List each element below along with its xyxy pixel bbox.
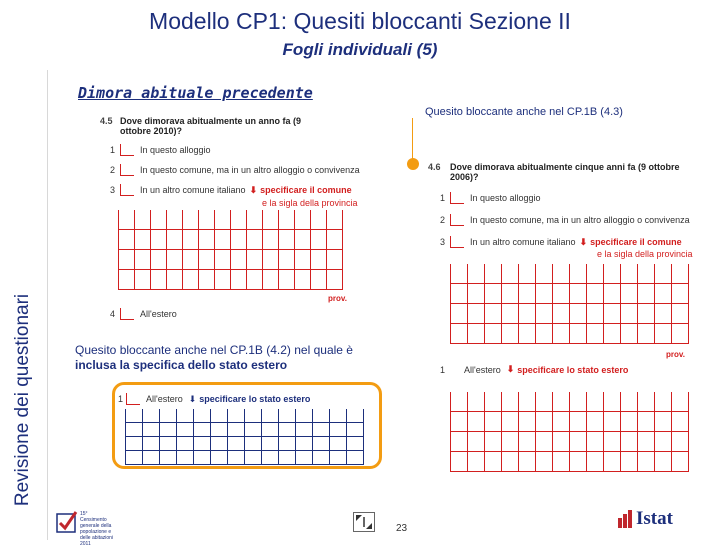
option-row <box>440 214 690 226</box>
arrow-down-icon: ⬇ <box>249 184 258 195</box>
stato-estero-input-grid[interactable] <box>450 392 689 472</box>
option-label: In questo alloggio <box>470 193 541 203</box>
callout-middle-text: Quesito bloccante anche nel CP.1B (4.2) nel quale è <box>75 343 353 357</box>
checkbox[interactable] <box>120 144 134 156</box>
option-row <box>440 364 628 375</box>
option-number: 1 <box>110 145 116 155</box>
option-number: 3 <box>110 185 116 195</box>
checkbox[interactable] <box>450 192 464 204</box>
specify-sublabel: e la sigla della provincia <box>262 198 358 208</box>
specify-label: specificare il comune <box>260 185 352 195</box>
option-number: 2 <box>110 165 116 175</box>
census-checkmark-icon <box>56 510 78 536</box>
option-label: All'estero <box>464 364 501 375</box>
highlight-inset <box>112 382 382 469</box>
option-label: In questo comune, ma in un altro alloggio o convivenza <box>140 165 360 175</box>
istat-wordmark: Istat <box>636 508 673 529</box>
option-number: 3 <box>440 237 446 247</box>
option-label: All'estero <box>140 309 177 319</box>
question-number: 4.6 <box>428 162 441 172</box>
callout-middle-bold: inclusa la specifica dello stato estero <box>75 358 288 372</box>
istat-logo <box>618 508 673 530</box>
option-number: 2 <box>440 215 446 225</box>
nav-arrows-icon <box>354 513 374 531</box>
stato-estero-input-grid[interactable] <box>125 409 364 465</box>
option-number: 1 <box>440 364 446 375</box>
checkbox[interactable] <box>120 164 134 176</box>
option-label: In questo comune, ma in un altro alloggio o convivenza <box>470 215 690 225</box>
specify-sublabel: e la sigla della provincia <box>597 249 693 259</box>
checkbox[interactable] <box>126 393 140 405</box>
page-title: Modello CP1: Quesiti bloccanti Sezione II <box>149 8 571 34</box>
question-text: Dove dimorava abitualmente cinque anni fa (9 ottobre 2006)? <box>450 162 680 182</box>
prov-label: prov. <box>328 294 347 303</box>
checkbox[interactable] <box>450 214 464 226</box>
option-label: In un altro comune italiano <box>140 185 246 195</box>
sidebar-label: Revisione dei questionari <box>12 293 33 507</box>
option-row <box>440 192 541 204</box>
callout-middle <box>75 343 378 373</box>
option-row <box>110 184 352 196</box>
checkbox[interactable] <box>120 184 134 196</box>
navigation-icon[interactable] <box>353 512 375 532</box>
header <box>0 0 720 70</box>
option-number: 1 <box>440 193 446 203</box>
option-label: All'estero <box>146 394 183 404</box>
istat-bars-icon <box>618 510 633 528</box>
checkbox[interactable] <box>450 236 464 248</box>
option-row <box>110 144 211 156</box>
arrow-down-icon: ⬇ <box>579 236 588 247</box>
page-number: 23 <box>396 523 408 534</box>
question-text: Dove dimorava abitualmente un anno fa (9 ottobre 2010)? <box>120 116 302 136</box>
specify-label: specificare lo stato estero <box>199 394 311 404</box>
callout-dot <box>407 158 419 170</box>
option-number: 1 <box>118 394 124 404</box>
option-row <box>440 236 682 248</box>
prov-label: prov. <box>666 350 685 359</box>
arrow-down-icon: ⬇ <box>506 364 515 374</box>
comune-input-grid[interactable] <box>450 264 689 344</box>
option-row <box>110 164 360 176</box>
specify-label: specificare il comune <box>590 237 682 247</box>
sidebar <box>0 70 48 540</box>
option-label: In questo alloggio <box>140 145 211 155</box>
page-subtitle: Fogli individuali (5) <box>282 40 438 59</box>
question-number: 4.5 <box>100 116 113 126</box>
census-logo-text: 15° Censimento generale della popolazione e delle abitazioni 2011 <box>80 511 114 547</box>
specify-label: specificare lo stato estero <box>517 364 629 375</box>
callout-top: Quesito bloccante anche nel CP.1B (4.3) <box>425 106 623 118</box>
comune-input-grid[interactable] <box>118 210 343 290</box>
option-row <box>110 308 177 320</box>
section-title: Dimora abituale precedente <box>78 84 313 102</box>
option-row <box>118 393 310 405</box>
callout-connector <box>412 118 413 160</box>
arrow-down-icon: ⬇ <box>188 393 197 404</box>
option-number: 4 <box>110 309 116 319</box>
option-label: In un altro comune italiano <box>470 237 576 247</box>
checkbox[interactable] <box>120 308 134 320</box>
